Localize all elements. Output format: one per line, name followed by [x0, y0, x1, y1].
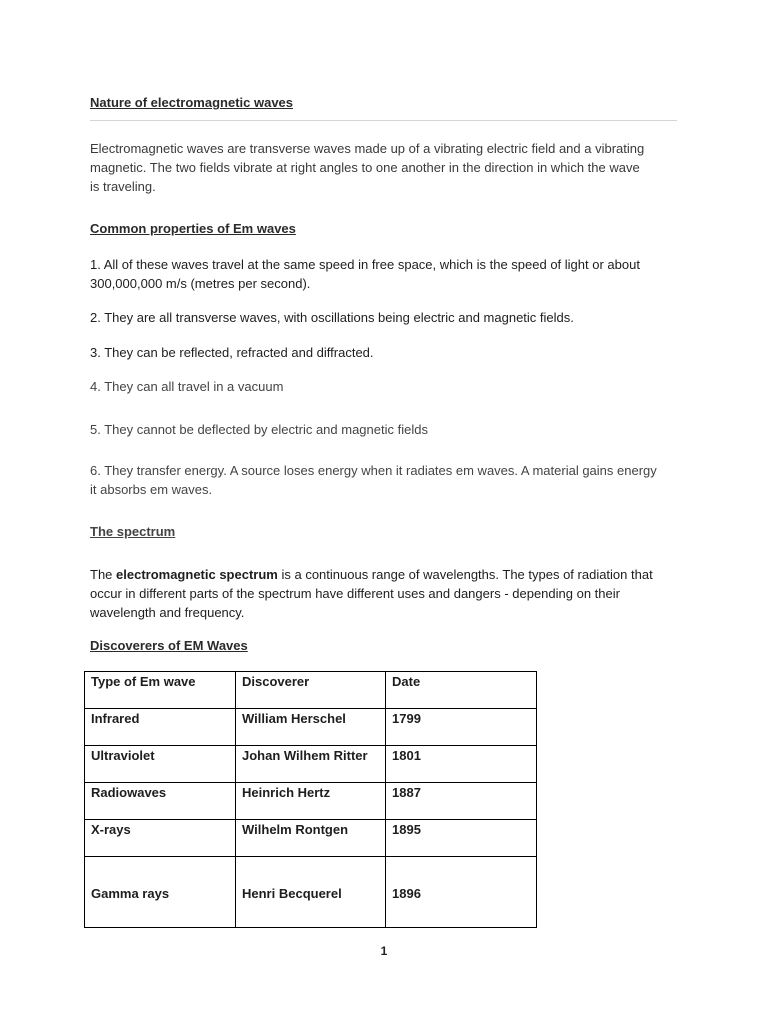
cell-date: 1887: [386, 783, 537, 820]
column-header-type: Type of Em wave: [85, 672, 236, 709]
table-row: [85, 857, 537, 928]
property-item-4: 4. They can all travel in a vacuum: [90, 379, 284, 394]
cell-type: Infrared: [85, 709, 236, 746]
cell-discoverer: William Herschel: [236, 709, 386, 746]
cell-date: 1801: [386, 746, 537, 783]
cell-type: Ultraviolet: [85, 746, 236, 783]
page-title: Nature of electromagnetic waves: [90, 95, 294, 110]
cell-type: Radiowaves: [85, 783, 236, 820]
cell-date: 1895: [386, 820, 537, 857]
cell-discoverer: Heinrich Hertz: [236, 783, 386, 820]
spectrum-bold-term: electromagnetic spectrum: [116, 567, 278, 582]
spectrum-rest: is a continuous range of wavelengths. The types of radiation that occur in different parts of the spectrum have different uses and dangers - depending on their wavelength and frequency.: [90, 567, 653, 620]
cell-discoverer: Henri Becquerel: [236, 857, 386, 928]
spectrum-heading: The spectrum: [90, 524, 176, 539]
cell-type: Gamma rays: [85, 857, 236, 928]
spectrum-paragraph: [90, 565, 665, 622]
cell-discoverer: Wilhelm Rontgen: [236, 820, 386, 857]
spectrum-lead: The: [90, 567, 117, 582]
column-header-discoverer: Discoverer: [236, 672, 386, 709]
intro-paragraph: Electromagnetic waves are transverse waves made up of a vibrating electric field and a vibrating magnetic. The two fields vibrate at right angles to one another in the direction in which the wave is traveling.: [90, 141, 645, 194]
property-item-2: 2. They are all transverse waves, with oscillations being electric and magnetic fields.: [90, 310, 574, 325]
cell-discoverer: Johan Wilhem Ritter: [236, 746, 386, 783]
column-header-date: Date: [386, 672, 537, 709]
property-item-3: 3. They can be reflected, refracted and diffracted.: [90, 345, 374, 360]
table-row: [85, 783, 537, 820]
table-header-row: [85, 672, 537, 709]
page-number: 1: [380, 944, 388, 958]
cell-type: X-rays: [85, 820, 236, 857]
cell-date: 1799: [386, 709, 537, 746]
property-item-5: 5. They cannot be deflected by electric and magnetic fields: [90, 422, 428, 437]
table-row: [85, 709, 537, 746]
discoverers-table: [84, 671, 537, 928]
cell-date: 1896: [386, 857, 537, 928]
property-item-6: 6. They transfer energy. A source loses energy when it radiates em waves. A material gains energy it absorbs em waves.: [90, 463, 657, 497]
properties-heading: Common properties of Em waves: [90, 221, 296, 236]
discoverers-heading: Discoverers of EM Waves: [90, 638, 248, 653]
table-row: [85, 746, 537, 783]
property-item-1: 1. All of these waves travel at the same speed in free space, which is the speed of light or about 300,000,000 m/s (metres per second).: [90, 257, 640, 291]
table-row: [85, 820, 537, 857]
title-rule: [90, 120, 677, 121]
